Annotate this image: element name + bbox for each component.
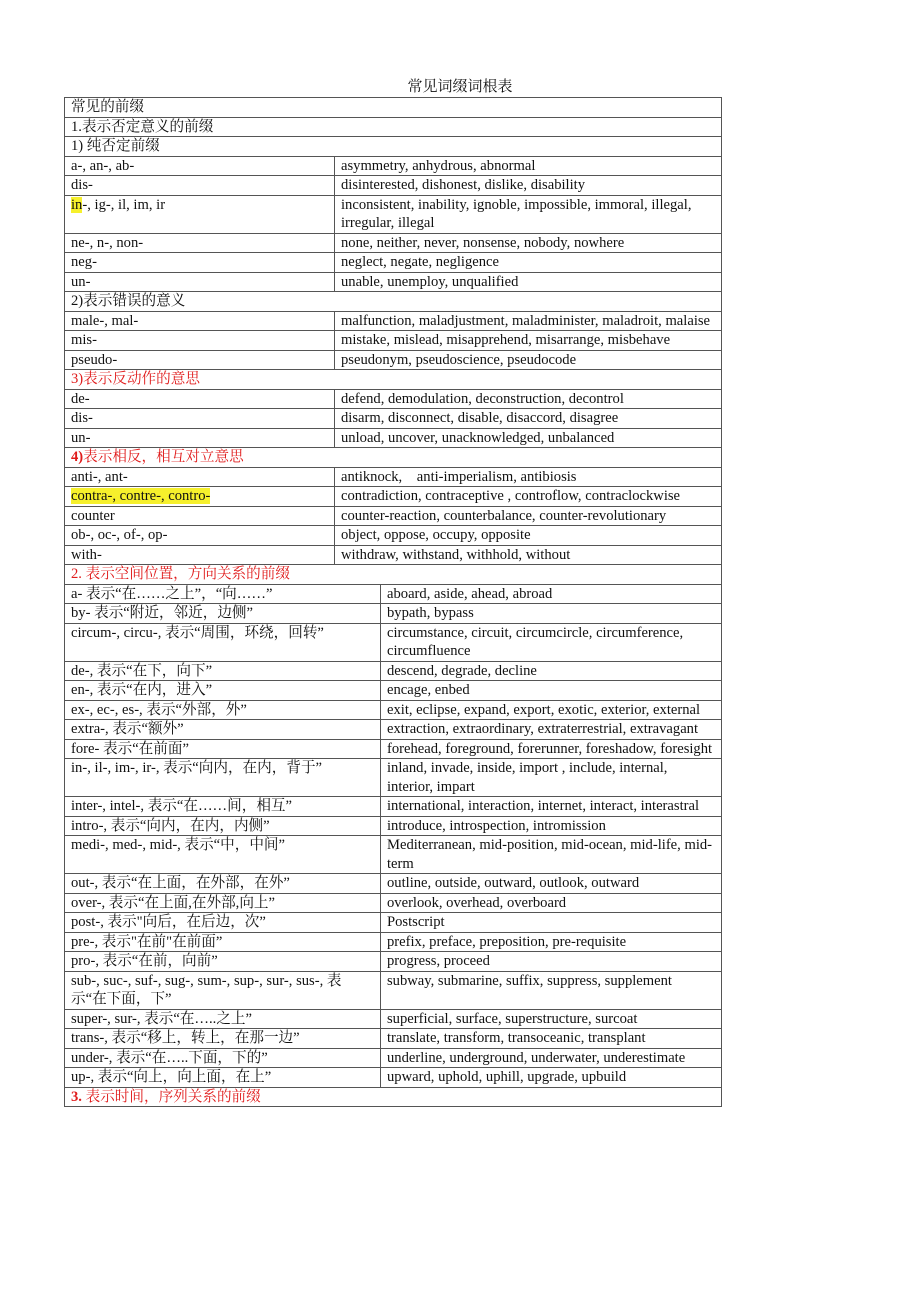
table-row — [65, 1009, 722, 1029]
examples-cell: disarm, disconnect, disable, disaccord, disagree — [335, 409, 722, 429]
examples-cell: contradiction, contraceptive , controflow, contraclockwise — [335, 487, 722, 507]
examples-cell: superficial, surface, superstructure, surcoat — [381, 1009, 722, 1029]
table-row — [65, 156, 722, 176]
examples-cell: circumstance, circuit, circumcircle, circumference, circumfluence — [381, 623, 722, 661]
section-title-text: 表示时间，序列关系的前缀 — [81, 1088, 261, 1105]
prefix-cell: counter — [65, 506, 335, 526]
table-row — [65, 932, 722, 952]
prefix-cell: ne-, n-, non- — [65, 233, 335, 253]
prefix-cell: de- — [65, 389, 335, 409]
examples-cell: antiknock, anti-imperialism, antibiosis — [335, 467, 722, 487]
prefix-cell: dis- — [65, 409, 335, 429]
examples-cell: extraction, extraordinary, extraterrestrial, extravagant — [381, 720, 722, 740]
prefix-cell: trans-, 表示“移上，转上，在那一边” — [65, 1029, 381, 1049]
table-row — [65, 893, 722, 913]
prefix-cell: male-, mal- — [65, 311, 335, 331]
prefix-cell: intro-, 表示“向内，在内，内侧” — [65, 816, 381, 836]
examples-cell: translate, transform, transoceanic, transplant — [381, 1029, 722, 1049]
examples-cell: introduce, introspection, intromission — [381, 816, 722, 836]
examples-cell: defend, demodulation, deconstruction, decontrol — [335, 389, 722, 409]
table-row — [65, 487, 722, 507]
prefix-cell: pre-, 表示"在前"在前面” — [65, 932, 381, 952]
prefix-cell: sub-, suc-, suf-, sug-, sum-, sup-, sur-, sus-, 表示“在下面，下” — [65, 971, 381, 1009]
group-number: 4) — [71, 449, 84, 465]
section-title: 2. 表示空间位置，方向关系的前缀 — [65, 565, 722, 585]
table-row — [65, 1048, 722, 1068]
table-row — [65, 389, 722, 409]
prefix-cell: en-, 表示“在内，进入” — [65, 681, 381, 701]
prefix-cell — [65, 195, 335, 233]
prefix-cell: medi-, med-, mid-, 表示“中，中间” — [65, 836, 381, 874]
table-row — [65, 700, 722, 720]
group-title: 1) 纯否定前缀 — [65, 137, 722, 157]
prefix-cell: pro-, 表示“在前，向前” — [65, 952, 381, 972]
prefix-table — [64, 97, 722, 1107]
table-row — [65, 545, 722, 565]
examples-cell: Postscript — [381, 913, 722, 933]
prefix-cell: dis- — [65, 176, 335, 196]
prefix-cell: un- — [65, 428, 335, 448]
group-title — [65, 448, 722, 468]
table-row — [65, 195, 722, 233]
prefix-cell: with- — [65, 545, 335, 565]
examples-cell: mistake, mislead, misapprehend, misarrange, misbehave — [335, 331, 722, 351]
table-row — [65, 623, 722, 661]
table-header: 常见的前缀 — [65, 98, 722, 118]
examples-cell: aboard, aside, ahead, abroad — [381, 584, 722, 604]
table-row — [65, 816, 722, 836]
examples-cell: Mediterranean, mid-position, mid-ocean, mid-life, mid-term — [381, 836, 722, 874]
table-row — [65, 350, 722, 370]
examples-cell: forehead, foreground, forerunner, foreshadow, foresight — [381, 739, 722, 759]
examples-cell: encage, enbed — [381, 681, 722, 701]
prefix-cell: extra-, 表示“额外” — [65, 720, 381, 740]
prefix-cell: under-, 表示“在…..下面，下的” — [65, 1048, 381, 1068]
table-row — [65, 759, 722, 797]
examples-cell: international, interaction, internet, interact, interastral — [381, 797, 722, 817]
table-row — [65, 428, 722, 448]
prefix-cell: ex-, ec-, es-, 表示“外部，外” — [65, 700, 381, 720]
table-row — [65, 836, 722, 874]
table-row — [65, 913, 722, 933]
prefix-cell: un- — [65, 272, 335, 292]
section-title — [65, 1087, 722, 1107]
highlighted-text: in — [71, 196, 83, 213]
examples-cell: none, neither, never, nonsense, nobody, nowhere — [335, 233, 722, 253]
prefix-cell: in-, il-, im-, ir-, 表示“向内，在内，背于” — [65, 759, 381, 797]
table-row — [65, 1029, 722, 1049]
examples-cell: disinterested, dishonest, dislike, disability — [335, 176, 722, 196]
group-title: 2)表示错误的意义 — [65, 292, 722, 312]
examples-cell: unable, unemploy, unqualified — [335, 272, 722, 292]
table-row — [65, 272, 722, 292]
table-row — [65, 233, 722, 253]
prefix-cell: ob-, oc-, of-, op- — [65, 526, 335, 546]
examples-cell: exit, eclipse, expand, export, exotic, exterior, external — [381, 700, 722, 720]
table-row — [65, 311, 722, 331]
examples-cell: asymmetry, anhydrous, abnormal — [335, 156, 722, 176]
table-row — [65, 253, 722, 273]
prefix-cell — [65, 487, 335, 507]
prefix-text: -, ig-, il, im, ir — [82, 196, 166, 213]
table-row — [65, 681, 722, 701]
table-row — [65, 331, 722, 351]
prefix-cell: super-, sur-, 表示“在…..之上” — [65, 1009, 381, 1029]
prefix-cell: a- 表示“在……之上”，“向……” — [65, 584, 381, 604]
examples-cell: unload, uncover, unacknowledged, unbalanced — [335, 428, 722, 448]
group-title: 3)表示反动作的意思 — [65, 370, 722, 390]
examples-cell: descend, degrade, decline — [381, 661, 722, 681]
examples-cell: progress, proceed — [381, 952, 722, 972]
prefix-cell: out-, 表示“在上面，在外部，在外” — [65, 874, 381, 894]
prefix-cell: anti-, ant- — [65, 467, 335, 487]
group-title-text: 表示相反，相互对立意思 — [83, 449, 244, 465]
prefix-cell: up-, 表示“向上，向上面，在上” — [65, 1068, 381, 1088]
section-title: 1.表示否定意义的前缀 — [65, 117, 722, 137]
prefix-cell: post-, 表示"向后，在后边，次” — [65, 913, 381, 933]
table-row — [65, 409, 722, 429]
prefix-cell: neg- — [65, 253, 335, 273]
table-row — [65, 604, 722, 624]
examples-cell: outline, outside, outward, outlook, outward — [381, 874, 722, 894]
section-number: 3. — [71, 1088, 82, 1105]
prefix-cell: de-, 表示“在下，向下” — [65, 661, 381, 681]
table-row — [65, 661, 722, 681]
examples-cell: inland, invade, inside, import , include, internal, interior, impart — [381, 759, 722, 797]
prefix-cell: a-, an-, ab- — [65, 156, 335, 176]
table-row — [65, 874, 722, 894]
examples-cell: overlook, overhead, overboard — [381, 893, 722, 913]
table-row — [65, 176, 722, 196]
examples-cell: underline, underground, underwater, underestimate — [381, 1048, 722, 1068]
table-row — [65, 584, 722, 604]
prefix-cell: mis- — [65, 331, 335, 351]
table-row — [65, 797, 722, 817]
table-row — [65, 739, 722, 759]
examples-cell: prefix, preface, preposition, pre-requisite — [381, 932, 722, 952]
prefix-cell: over-, 表示“在上面,在外部,向上” — [65, 893, 381, 913]
prefix-cell: fore- 表示“在前面” — [65, 739, 381, 759]
table-row — [65, 467, 722, 487]
examples-cell: counter-reaction, counterbalance, counter-revolutionary — [335, 506, 722, 526]
examples-cell: object, oppose, occupy, opposite — [335, 526, 722, 546]
page-title: 常见词缀词根表 — [407, 79, 513, 95]
examples-cell: pseudonym, pseudoscience, pseudocode — [335, 350, 722, 370]
table-row — [65, 526, 722, 546]
prefix-cell: circum-, circu-, 表示“周围，环绕，回转” — [65, 623, 381, 661]
examples-cell: bypath, bypass — [381, 604, 722, 624]
highlighted-text: contra-, contre-, contro- — [71, 488, 211, 504]
prefix-cell: by- 表示“附近，邻近，边侧” — [65, 604, 381, 624]
examples-cell: malfunction, maladjustment, maladminister, maladroit, malaise — [335, 311, 722, 331]
table-row — [65, 720, 722, 740]
examples-cell: upward, uphold, uphill, upgrade, upbuild — [381, 1068, 722, 1088]
examples-cell: inconsistent, inability, ignoble, impossible, immoral, illegal, irregular, illegal — [335, 195, 722, 233]
examples-cell: subway, submarine, suffix, suppress, supplement — [381, 971, 722, 1009]
prefix-cell: inter-, intel-, 表示“在……间，相互” — [65, 797, 381, 817]
examples-cell: neglect, negate, negligence — [335, 253, 722, 273]
table-row — [65, 952, 722, 972]
table-row — [65, 971, 722, 1009]
table-row — [65, 506, 722, 526]
prefix-cell: pseudo- — [65, 350, 335, 370]
examples-cell: withdraw, withstand, withhold, without — [335, 545, 722, 565]
table-row — [65, 1068, 722, 1088]
